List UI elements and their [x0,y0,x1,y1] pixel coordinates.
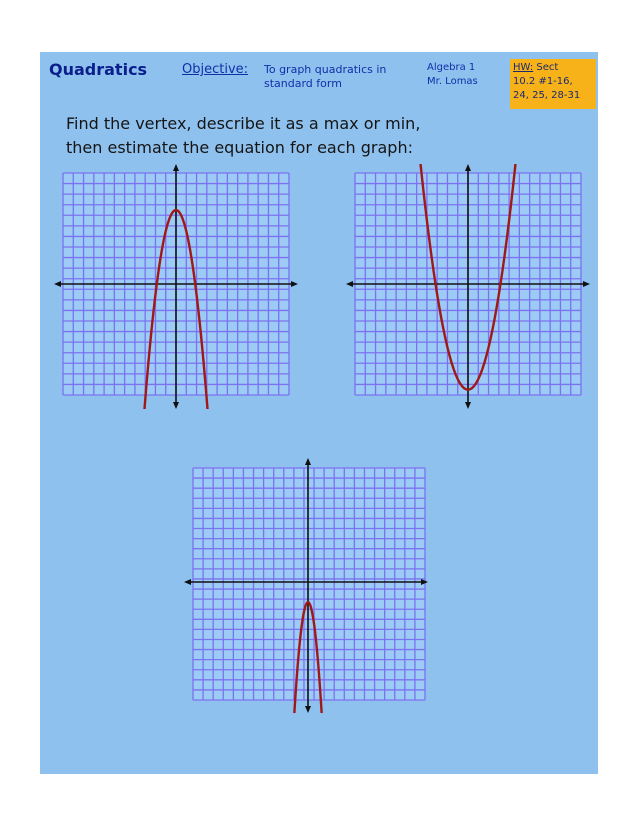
hw-line-1 [513,61,593,75]
graph-2 [345,164,591,409]
hw-line-2: 10.2 #1-16, [513,76,573,87]
x-axis-arrow-left [54,281,61,287]
objective-text [264,63,404,91]
x-axis-arrow-right [291,281,298,287]
graph-3 [183,458,429,713]
homework-box [510,59,596,109]
objective-label: Objective: [182,62,249,77]
course-info [427,61,478,89]
instructions [66,112,420,160]
teacher-name: Mr. Lomas [427,76,478,87]
grid-background [193,468,425,700]
y-axis-arrow-down [173,402,179,409]
page-title: Quadratics [49,60,148,79]
hw-line-3: 24, 25, 28-31 [513,90,581,101]
x-axis-arrow-left [184,579,191,585]
instruction-line-2: then estimate the equation for each graph: [66,138,413,157]
x-axis-arrow-left [346,281,353,287]
y-axis-arrow-up [173,164,179,171]
hw-line-1-rest: Sect [533,62,559,73]
y-axis-arrow-up [465,164,471,171]
course-name: Algebra 1 [427,62,476,73]
hw-label: HW: [513,62,534,73]
instruction-line-1: Find the vertex, describe it as a max or min, [66,114,421,133]
objective-line-1: To graph quadratics in [264,63,387,76]
x-axis-arrow-right [583,281,590,287]
y-axis-arrow-down [305,706,311,713]
objective-line-2: standard form [264,77,342,90]
y-axis-arrow-down [465,402,471,409]
graph-1 [53,164,299,409]
slide [40,52,598,774]
y-axis-arrow-up [305,458,311,465]
